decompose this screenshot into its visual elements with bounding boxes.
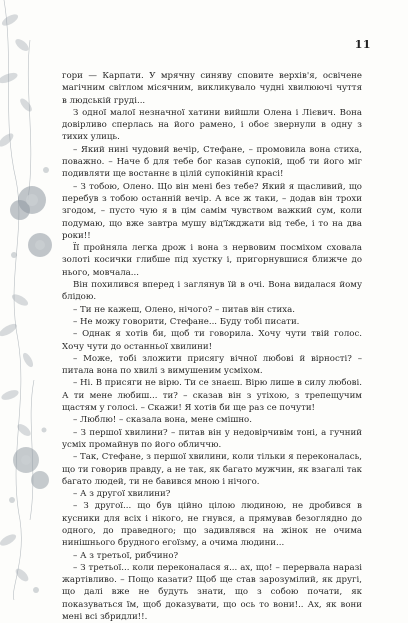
- paragraph: – З третьої... коли переконалася я... ах, що! – перервала наразі жартівливо. – Пощо казати? Щоб ще став зарозумілий, як другі, що далі вже не будуть знати, що з собою почати, як показуваться їм, щоб доказувати, що ось то вони!.. Ах, як вони мені всі збридли!!.: [62, 562, 362, 623]
- floral-border-decoration: [0, 0, 60, 600]
- paragraph: – А з третьої, рибчино?: [73, 550, 179, 561]
- paragraph: – Може, тобі зложити присягу вічної любові й вірності? – питала вона по хвилі з вимушеним усміхом.: [62, 353, 362, 377]
- page-number: 11: [354, 38, 371, 51]
- paragraph: – Так, Стефане, з першої хвилини, коли тільки я переконалась, що ти говорив правду, а не так, як багато мужчин, як взагалі так багато людей, ти не бавився мною і нічого.: [62, 452, 362, 487]
- paragraph: – Не можу говорити, Стефане... Буду тобі писати.: [73, 316, 300, 327]
- paragraph: – Люблю! – сказала вона, мене смішно.: [73, 415, 252, 426]
- paragraph: – Який нині чудовий вечір, Стефане, – промовила вона стиха, поважно. – Наче б для тебе бог казав супокій, щоб ти його міг подивляти ще востаннє в цілій супокійній красі!: [62, 144, 362, 180]
- paragraph: – Однак я хотів би, щоб ти говорила. Хочу чути твій голос. Хочу чути до останньої хвилини!: [62, 329, 362, 352]
- paragraph: – З другої... що був ційно цілою людиною, не дробився в кусники для всіх і нікого, не гнувся, а прямував безоглядно до одного, до праведного; що задивлявся на жінок не очима нинішнього брудного егоїзму, а очима людини...: [62, 501, 362, 549]
- paragraph: Він похилився вперед і заглянув їй в очі. Вона видалася йому блідою.: [62, 280, 362, 303]
- paragraph: – З тобою, Олено. Що він мені без тебе? Який я щасливий, що перебув з тобою останній вечір. А все ж таки, – додав він трохи згодом, – пусто чую я в цім самім чувством важкий сум, коли подумаю, що вже завтра мушу від'їжджати від тебе, і то на два роки!!: [62, 181, 362, 241]
- paragraph: – З першої хвилини? – питав він у недовірчивім тоні, а гучний усміх промайнув по його обличчю.: [62, 427, 362, 450]
- paragraph: – Ти не кажеш, Олено, нічого? – питав він стиха.: [73, 304, 295, 315]
- paragraph: – Ні. В присяги не вірю. Ти се знаєш. Вірю лише в силу любові. А ти мене любиш... ти? – сказав він з утіхою, з трепещучим щастям у голосі. – Скажи! Я хотів би ще раз се почути!: [62, 378, 362, 414]
- paragraph: З одної малої незначної хатини вийшли Олена і Лієвич. Вона довірливо сперлась на його рамено, і обоє звернули в одну з тихих улиць.: [62, 107, 362, 143]
- paragraph: гори — Карпати. У мрячну синяву сповите верхів'я, освічене магічним світлом місячним, викликувало чудні хвилюючі чуття в людській груді...: [62, 71, 362, 106]
- paragraph: Її пройняла легка дрож і вона з нервовим посміхом сховала золоті косички глибше під хустку і, пригорнувшися ближче до нього, мовчала...: [62, 243, 362, 278]
- paragraph: – А з другої хвилини?: [73, 489, 171, 500]
- text-body: [62, 70, 362, 623]
